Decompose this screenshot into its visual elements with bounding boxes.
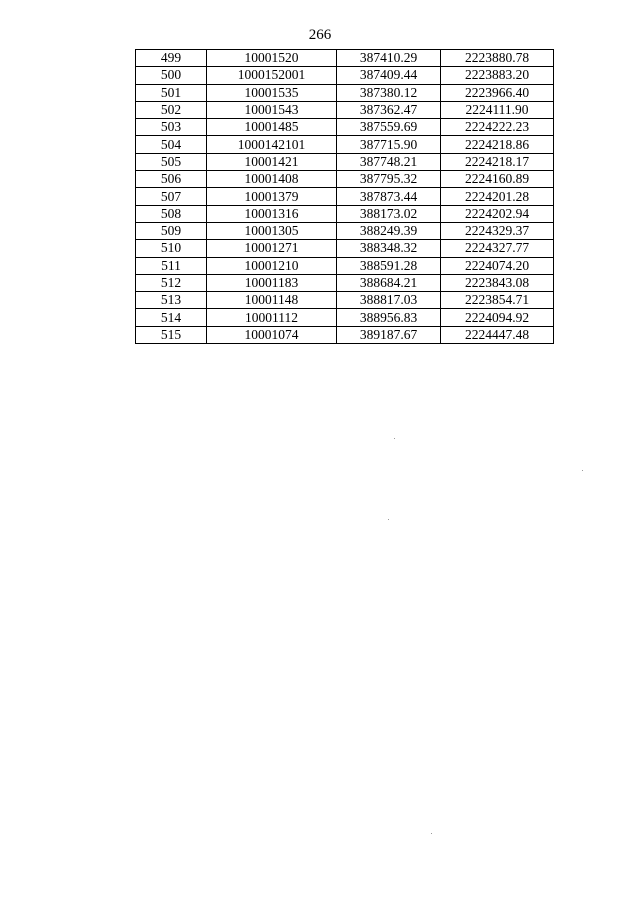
scan-speck xyxy=(394,438,395,439)
x-coordinate-cell: 387380.12 xyxy=(337,84,441,101)
y-coordinate-cell: 2224074.20 xyxy=(441,257,554,274)
y-coordinate-cell: 2224160.89 xyxy=(441,171,554,188)
table-row xyxy=(136,240,554,257)
y-coordinate-cell: 2224218.86 xyxy=(441,136,554,153)
x-coordinate-cell: 387559.69 xyxy=(337,119,441,136)
point-number-cell: 502 xyxy=(136,101,207,118)
y-coordinate-cell: 2224094.92 xyxy=(441,309,554,326)
point-id-cell: 10001535 xyxy=(207,84,337,101)
scan-speck xyxy=(582,470,583,471)
point-number-cell: 503 xyxy=(136,119,207,136)
y-coordinate-cell: 2223883.20 xyxy=(441,67,554,84)
table-row xyxy=(136,50,554,67)
point-number-cell: 500 xyxy=(136,67,207,84)
y-coordinate-cell: 2224222.23 xyxy=(441,119,554,136)
coordinates-table-body xyxy=(136,50,554,344)
scan-speck xyxy=(431,833,432,834)
point-number-cell: 509 xyxy=(136,222,207,239)
point-number-cell: 505 xyxy=(136,153,207,170)
table-row xyxy=(136,119,554,136)
table-row xyxy=(136,188,554,205)
point-id-cell: 10001543 xyxy=(207,101,337,118)
table-row xyxy=(136,222,554,239)
table-row xyxy=(136,101,554,118)
x-coordinate-cell: 388684.21 xyxy=(337,274,441,291)
y-coordinate-cell: 2224447.48 xyxy=(441,326,554,343)
point-number-cell: 499 xyxy=(136,50,207,67)
table-row xyxy=(136,292,554,309)
point-number-cell: 506 xyxy=(136,171,207,188)
table-row xyxy=(136,326,554,343)
table-row xyxy=(136,67,554,84)
y-coordinate-cell: 2223880.78 xyxy=(441,50,554,67)
point-number-cell: 512 xyxy=(136,274,207,291)
table-row xyxy=(136,257,554,274)
point-number-cell: 510 xyxy=(136,240,207,257)
point-number-cell: 513 xyxy=(136,292,207,309)
x-coordinate-cell: 388817.03 xyxy=(337,292,441,309)
x-coordinate-cell: 388348.32 xyxy=(337,240,441,257)
x-coordinate-cell: 387873.44 xyxy=(337,188,441,205)
x-coordinate-cell: 388591.28 xyxy=(337,257,441,274)
table-row xyxy=(136,153,554,170)
x-coordinate-cell: 387362.47 xyxy=(337,101,441,118)
point-id-cell: 1000152001 xyxy=(207,67,337,84)
point-id-cell: 10001210 xyxy=(207,257,337,274)
point-number-cell: 507 xyxy=(136,188,207,205)
x-coordinate-cell: 388956.83 xyxy=(337,309,441,326)
x-coordinate-cell: 387748.21 xyxy=(337,153,441,170)
table-row xyxy=(136,136,554,153)
x-coordinate-cell: 387410.29 xyxy=(337,50,441,67)
point-id-cell: 10001408 xyxy=(207,171,337,188)
point-id-cell: 10001421 xyxy=(207,153,337,170)
table-row xyxy=(136,171,554,188)
point-number-cell: 508 xyxy=(136,205,207,222)
y-coordinate-cell: 2223843.08 xyxy=(441,274,554,291)
point-id-cell: 10001183 xyxy=(207,274,337,291)
y-coordinate-cell: 2224327.77 xyxy=(441,240,554,257)
point-id-cell: 10001520 xyxy=(207,50,337,67)
point-number-cell: 504 xyxy=(136,136,207,153)
x-coordinate-cell: 388173.02 xyxy=(337,205,441,222)
table-row xyxy=(136,309,554,326)
x-coordinate-cell: 388249.39 xyxy=(337,222,441,239)
y-coordinate-cell: 2223966.40 xyxy=(441,84,554,101)
x-coordinate-cell: 387409.44 xyxy=(337,67,441,84)
y-coordinate-cell: 2224202.94 xyxy=(441,205,554,222)
table-row xyxy=(136,205,554,222)
y-coordinate-cell: 2223854.71 xyxy=(441,292,554,309)
point-number-cell: 511 xyxy=(136,257,207,274)
point-id-cell: 10001074 xyxy=(207,326,337,343)
x-coordinate-cell: 387715.90 xyxy=(337,136,441,153)
coordinates-table xyxy=(135,49,554,344)
scan-speck xyxy=(388,519,389,520)
point-id-cell: 10001148 xyxy=(207,292,337,309)
page-number: 266 xyxy=(308,27,332,43)
point-number-cell: 514 xyxy=(136,309,207,326)
point-id-cell: 10001379 xyxy=(207,188,337,205)
point-id-cell: 10001271 xyxy=(207,240,337,257)
point-id-cell: 10001305 xyxy=(207,222,337,239)
point-number-cell: 501 xyxy=(136,84,207,101)
table-row xyxy=(136,84,554,101)
x-coordinate-cell: 389187.67 xyxy=(337,326,441,343)
y-coordinate-cell: 2224329.37 xyxy=(441,222,554,239)
y-coordinate-cell: 2224111.90 xyxy=(441,101,554,118)
point-id-cell: 1000142101 xyxy=(207,136,337,153)
table-row xyxy=(136,274,554,291)
y-coordinate-cell: 2224218.17 xyxy=(441,153,554,170)
x-coordinate-cell: 387795.32 xyxy=(337,171,441,188)
point-number-cell: 515 xyxy=(136,326,207,343)
point-id-cell: 10001112 xyxy=(207,309,337,326)
y-coordinate-cell: 2224201.28 xyxy=(441,188,554,205)
point-id-cell: 10001316 xyxy=(207,205,337,222)
point-id-cell: 10001485 xyxy=(207,119,337,136)
